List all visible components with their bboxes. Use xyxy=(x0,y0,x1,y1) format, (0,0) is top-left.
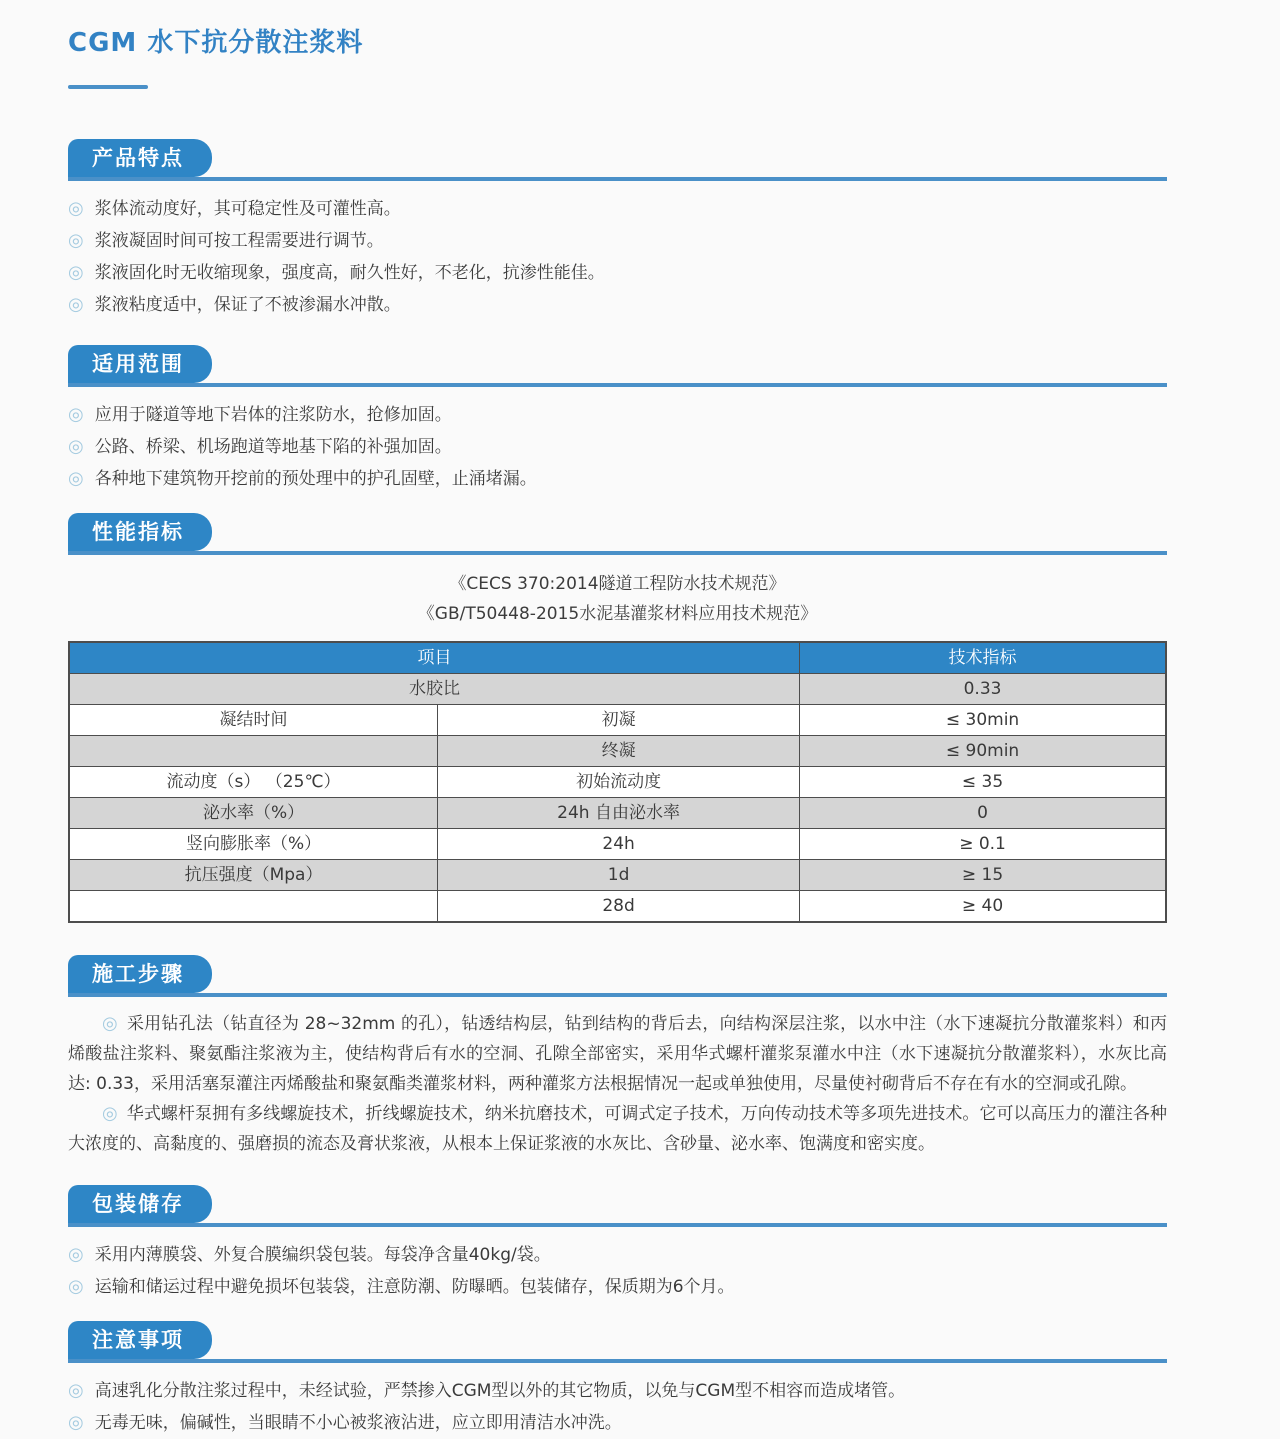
bullseye-icon: ◎ xyxy=(68,404,84,425)
section-performance-header xyxy=(68,513,1167,555)
standard-reference: 《CECS 370:2014隧道工程防水技术规范》 xyxy=(449,574,786,594)
cell-item xyxy=(69,736,438,767)
section-packaging-badge: 包装储存 xyxy=(68,1185,212,1223)
table-row xyxy=(69,829,1166,860)
section-features xyxy=(68,139,1167,321)
bullseye-icon: ◎ xyxy=(68,1276,84,1297)
cell-value: ≥ 40 xyxy=(800,891,1166,923)
list-item-text: 浆液凝固时间可按工程需要进行调节。 xyxy=(94,231,384,251)
list-item xyxy=(68,463,1167,495)
list-item-text: 应用于隧道等地下岩体的注浆防水，抢修加固。 xyxy=(94,405,452,425)
bullseye-icon: ◎ xyxy=(102,1103,118,1124)
standard-reference: 《GB/T50448-2015水泥基灌浆材料应用技术规范》 xyxy=(417,604,818,624)
cell-sub: 24h xyxy=(438,829,800,860)
section-performance xyxy=(68,513,1167,923)
cell-value: ≤ 35 xyxy=(800,767,1166,798)
list-item xyxy=(68,431,1167,463)
section-performance-badge: 性能指标 xyxy=(68,513,212,551)
section-features-header xyxy=(68,139,1167,181)
section-notes-badge: 注意事项 xyxy=(68,1321,212,1359)
cell-value: ≤ 90min xyxy=(800,736,1166,767)
list-item xyxy=(68,1271,1167,1303)
list-item xyxy=(68,225,1167,257)
list-item xyxy=(68,1239,1167,1271)
table-row xyxy=(69,705,1166,736)
list-item-text: 采用内薄膜袋、外复合膜编织袋包装。每袋净含量40kg/袋。 xyxy=(94,1245,551,1265)
section-construction xyxy=(68,955,1167,1159)
section-features-badge: 产品特点 xyxy=(68,139,212,177)
section-construction-badge: 施工步骤 xyxy=(68,955,212,993)
packaging-list xyxy=(68,1239,1167,1303)
list-item-text: 高速乳化分散注浆过程中，未经试验，严禁掺入CGM型以外的其它物质，以免与CGM型不相容而造成堵管。 xyxy=(94,1381,906,1401)
cell-sub: 24h 自由泌水率 xyxy=(438,798,800,829)
cell-value: ≥ 0.1 xyxy=(800,829,1166,860)
list-item xyxy=(68,257,1167,289)
features-list xyxy=(68,193,1167,321)
paragraph-text: 华式螺杆泵拥有多线螺旋技术，折线螺旋技术，纳米抗磨技术，可调式定子技术，万向传动技术等多项先进技术。它可以高压力的灌注各种大浓度的、高黏度的、强磨损的流态及膏状浆液，从根本上保证浆液的水灰比、含砂量、泌水率、饱满度和密实度。 xyxy=(68,1104,1167,1154)
bullseye-icon: ◎ xyxy=(68,198,84,219)
table-row xyxy=(69,736,1166,767)
notes-list xyxy=(68,1375,1167,1439)
section-packaging xyxy=(68,1185,1167,1303)
section-scope-header xyxy=(68,345,1167,387)
paragraph-text: 采用钻孔法（钻直径为 28~32mm 的孔），钻透结构层，钻到结构的背后去，向结构深层注浆，以水中注（水下速凝抗分散灌浆料）和丙烯酸盐注浆料、聚氨酯注浆液为主，使结构背后有水的空洞、孔隙全部密实，采用华式螺杆灌浆泵灌水中注（水下速凝抗分散灌浆料），水灰比高达: 0.33，采用活塞泵灌注丙烯酸盐和聚氨酯类灌浆材料，两种灌浆方法根据情况一起或单独使用，尽量使衬砌背后不存在有水的空洞或孔隙。 xyxy=(68,1014,1167,1094)
list-item-text: 浆液固化时无收缩现象，强度高，耐久性好，不老化，抗渗性能佳。 xyxy=(94,263,605,283)
bullseye-icon: ◎ xyxy=(68,262,84,283)
construction-paragraphs xyxy=(68,1009,1167,1159)
cell-item: 竖向膨胀率（%） xyxy=(69,829,438,860)
section-scope xyxy=(68,345,1167,495)
list-item-text: 浆液粘度适中，保证了不被渗漏水冲散。 xyxy=(94,295,401,315)
list-item-text: 运输和储运过程中避免损坏包装袋，注意防潮、防曝晒。包装储存，保质期为6个月。 xyxy=(94,1277,735,1297)
cell-sub: 终凝 xyxy=(438,736,800,767)
list-item xyxy=(68,193,1167,225)
bullseye-icon: ◎ xyxy=(68,468,84,489)
performance-table xyxy=(68,641,1167,923)
bullseye-icon: ◎ xyxy=(68,1412,84,1433)
cell-value: ≥ 15 xyxy=(800,860,1166,891)
table-row xyxy=(69,891,1166,923)
table-header-row xyxy=(69,642,1166,674)
list-item xyxy=(68,289,1167,321)
scope-list xyxy=(68,399,1167,495)
section-notes-header xyxy=(68,1321,1167,1363)
list-item-text: 公路、桥梁、机场跑道等地基下陷的补强加固。 xyxy=(94,437,452,457)
list-item-text: 无毒无味，偏碱性，当眼睛不小心被浆液沾进，应立即用清洁水冲洗。 xyxy=(94,1413,622,1433)
table-row xyxy=(69,798,1166,829)
cell-sub: 初始流动度 xyxy=(438,767,800,798)
list-item xyxy=(68,1407,1167,1439)
bullseye-icon: ◎ xyxy=(68,230,84,251)
cell-value: 0 xyxy=(800,798,1166,829)
paragraph xyxy=(68,1009,1167,1099)
list-item xyxy=(68,399,1167,431)
section-construction-header xyxy=(68,955,1167,997)
bullseye-icon: ◎ xyxy=(68,1244,84,1265)
list-item xyxy=(68,1375,1167,1407)
bullseye-icon: ◎ xyxy=(68,1380,84,1401)
cell-item: 抗压强度（Mpa） xyxy=(69,860,438,891)
cell-item: 水胶比 xyxy=(69,674,800,705)
bullseye-icon: ◎ xyxy=(68,436,84,457)
list-item-text: 各种地下建筑物开挖前的预处理中的护孔固壁，止涌堵漏。 xyxy=(94,469,537,489)
cell-sub: 28d xyxy=(438,891,800,923)
cell-sub: 1d xyxy=(438,860,800,891)
list-item-text: 浆体流动度好，其可稳定性及可灌性高。 xyxy=(94,199,401,219)
cell-item: 泌水率（%） xyxy=(69,798,438,829)
column-header-spec: 技术指标 xyxy=(800,642,1166,674)
column-header-item: 项目 xyxy=(69,642,800,674)
cell-value: ≤ 30min xyxy=(800,705,1166,736)
cell-item: 流动度（s） （25℃） xyxy=(69,767,438,798)
bullseye-icon: ◎ xyxy=(68,294,84,315)
standards-references xyxy=(68,569,1167,629)
cell-sub: 初凝 xyxy=(438,705,800,736)
table-row xyxy=(69,674,1166,705)
cell-value: 0.33 xyxy=(800,674,1166,705)
bullseye-icon: ◎ xyxy=(102,1013,118,1034)
page-title: CGM 水下抗分散注浆料 xyxy=(68,28,364,58)
cell-item: 凝结时间 xyxy=(69,705,438,736)
table-row xyxy=(69,860,1166,891)
section-packaging-header xyxy=(68,1185,1167,1227)
section-scope-badge: 适用范围 xyxy=(68,345,212,383)
section-notes xyxy=(68,1321,1167,1439)
paragraph xyxy=(68,1099,1167,1159)
cell-item xyxy=(69,891,438,923)
title-underline xyxy=(68,85,148,89)
table-row xyxy=(69,767,1166,798)
